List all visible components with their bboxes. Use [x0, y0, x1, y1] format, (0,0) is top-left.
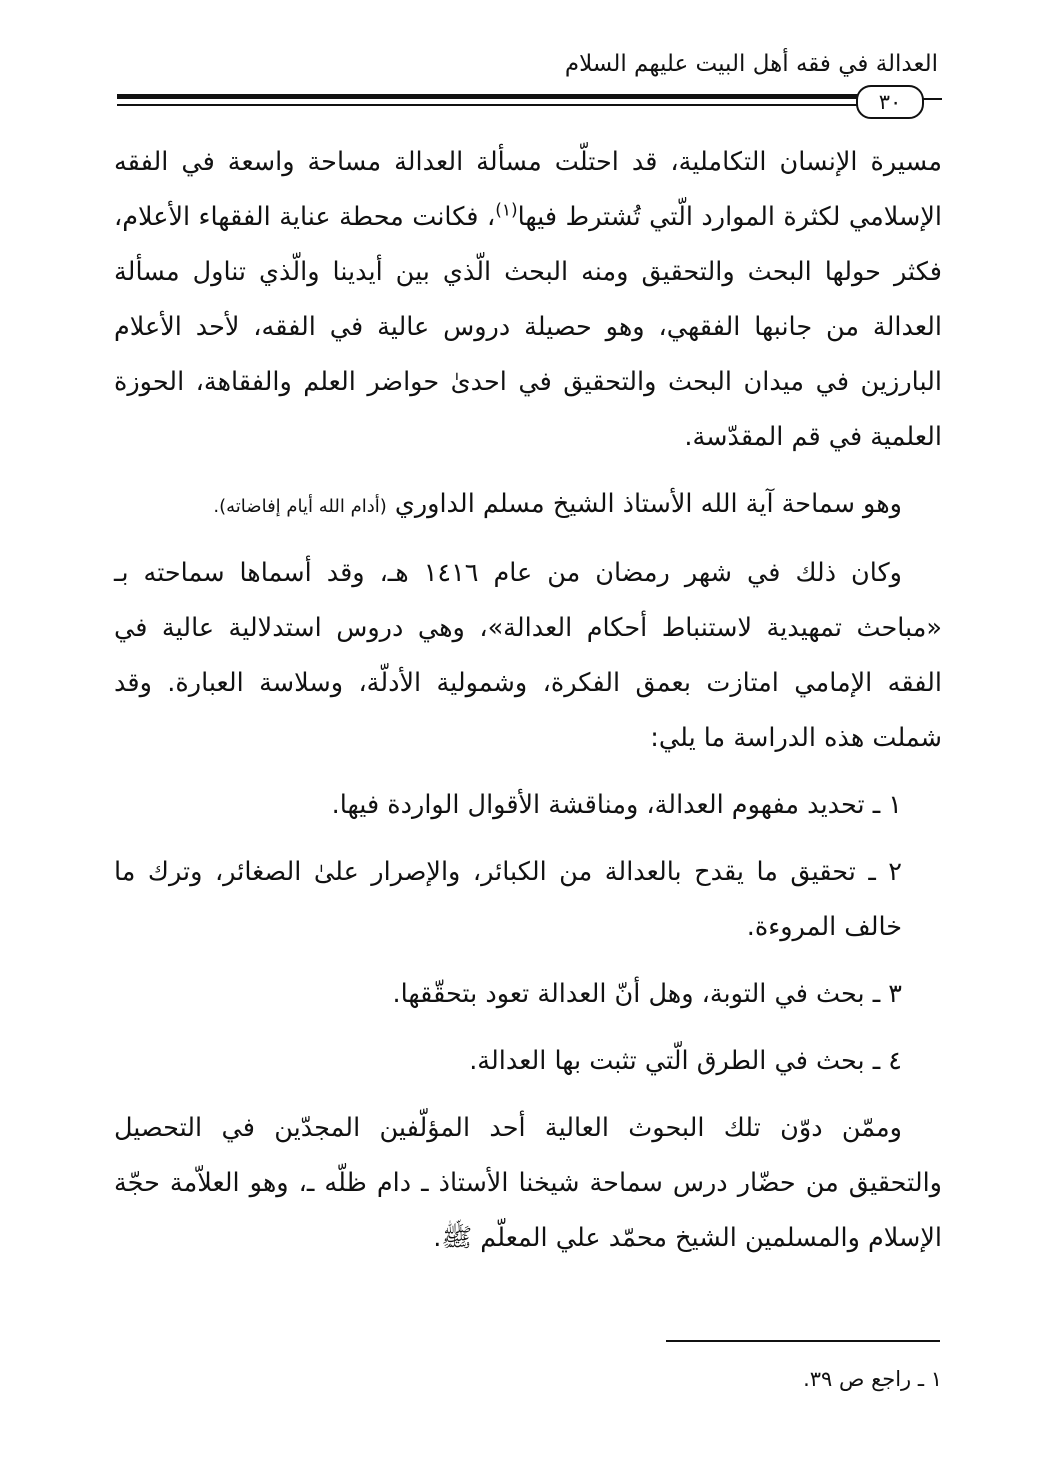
footnote-separator: [666, 1340, 940, 1342]
paragraph-4: وممّن دوّن تلك البحوث العالية أحد المؤلّفين المجدّين في التحصيل والتحقيق من حضّار درس سماحة شيخنا الأستاذ ـ دام ظلّه ـ، وهو العلاّمة حجّة الإسلام والمسلمين الشيخ محمّد علي المعلّم ﷺ.: [114, 1113, 942, 1253]
running-header-title: العدالة في فقه أهل البيت عليهم السلام: [564, 51, 938, 77]
paragraph-2-blessing: (أدام الله أيام إفاضاته).: [213, 496, 387, 517]
list-item: ٣ ـ بحث في التوبة، وهل أنّ العدالة تعود بتحقّقها.: [392, 979, 902, 1009]
footnote: ١ ـ راجع ص ٣٩.: [803, 1367, 942, 1391]
header-rule-thick: [117, 94, 860, 99]
paragraph-2-text: وهو سماحة آية الله الأستاذ الشيخ مسلم الداوري: [394, 489, 902, 519]
paragraph-1-text: مسيرة الإنسان التكاملية، قد احتلّت مسألة العدالة مساحة واسعة في الفقه الإسلامي لكثرة الموارد الّتي تُشترط فيها: [114, 147, 943, 232]
list-item: ١ ـ تحديد مفهوم العدالة، ومناقشة الأقوال الواردة فيها.: [331, 790, 902, 820]
paragraph-3: وكان ذلك في شهر رمضان من عام ١٤١٦ هـ، وقد أسماها سماحته بـ «مباحث تمهيدية لاستنباط أحكام العدالة»، وهي دروس استدلالية عالية في الفقه الإمامي امتازت بعمق الفكرة، وشمولية الأدلّة، وسلاسة العبارة. وقد شملت هذه الدراسة ما يلي:: [114, 558, 942, 753]
paragraph-2: [114, 477, 942, 534]
header-rule-thin: [117, 104, 860, 106]
footnote-reference: (١): [495, 200, 518, 221]
list-item: ٤ ـ بحث في الطرق الّتي تثبت بها العدالة.: [469, 1046, 902, 1076]
paragraph-1: [114, 135, 942, 465]
list-item: ٢ ـ تحقيق ما يقدح بالعدالة من الكبائر، والإصرار علىٰ الصغائر، وترك ما خالف المروءة.: [114, 857, 902, 942]
paragraph-1-continuation: ، فكانت محطة عناية الفقهاء الأعلام، فكثر حولها البحث والتحقيق ومنه البحث الّذي بين أيدينا والّذي تناول مسألة العدالة من جانبها الفقهي، وهو حصيلة دروس عالية في الفقه، لأحد الأعلام البارزين في ميدان البحث والتحقيق في احدىٰ حواضر العلم والفقاهة، الحوزة العلمية في قم المقدّسة.: [114, 202, 942, 452]
body-text: [114, 135, 942, 1266]
page-number: ٣٠: [856, 85, 924, 119]
